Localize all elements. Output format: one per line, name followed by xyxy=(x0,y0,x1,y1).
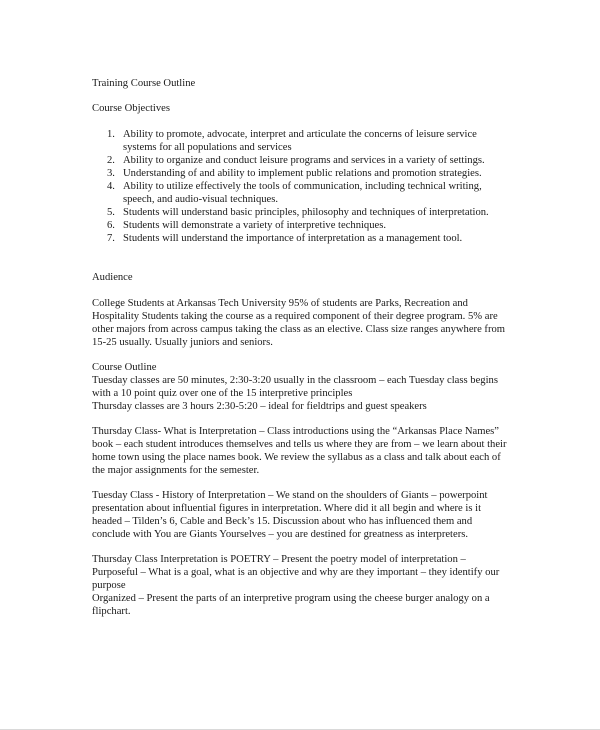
objectives-list xyxy=(92,128,512,245)
objective-item xyxy=(92,232,512,245)
objective-number: 4. xyxy=(107,181,115,192)
course-outline-heading: Course Outline xyxy=(92,362,157,373)
objective-item xyxy=(92,128,512,154)
objective-text: Understanding of and ability to implement public relations and promotion strategies. xyxy=(123,168,482,179)
objective-number: 1. xyxy=(107,129,115,140)
class-block xyxy=(92,489,512,541)
class-paragraph: Thursday Class- What is Interpretation – Class introductions using the “Arkansas Place Names” book – each student introduces themselves and tells us where they are from – we learn about their home town using the place names book. We review the syllabus as a class and talk about each of the major assignments for the semester. xyxy=(92,426,507,476)
outline-line: Thursday classes are 3 hours 2:30-5:20 – ideal for fieldtrips and guest speakers xyxy=(92,401,427,412)
document-title: Training Course Outline xyxy=(92,78,196,89)
outline-line: Tuesday classes are 50 minutes, 2:30-3:20 usually in the classroom – each Tuesday class begins with a 10 point quiz over one of the 15 interpretive principles xyxy=(92,375,498,399)
objective-text: Ability to promote, advocate, interpret and articulate the concerns of leisure service systems for all populations and services xyxy=(123,129,477,153)
objective-number: 3. xyxy=(107,168,115,179)
class-block xyxy=(92,553,512,618)
objective-item xyxy=(92,154,512,167)
class-block xyxy=(92,425,512,477)
document-body xyxy=(92,77,512,630)
objective-text: Students will demonstrate a variety of interpretive techniques. xyxy=(123,220,387,231)
audience-heading: Audience xyxy=(92,272,133,283)
class-paragraph: Organized – Present the parts of an interpretive program using the cheese burger analogy on a flipchart. xyxy=(92,593,490,617)
class-paragraph: Tuesday Class - History of Interpretation – We stand on the shoulders of Giants – powerpoint presentation about influential figures in interpretation. Where did it all begin and where is it headed – Tilden’s 6, Cable and Beck’s 15. Discussion about who has influenced them and conclude with You are Giants Yourselves – you are destined for greatness as interpreters. xyxy=(92,490,488,540)
objective-text: Ability to utilize effectively the tools of communication, including technical writing, speech, and audio-visual techniques. xyxy=(123,181,482,205)
objective-number: 6. xyxy=(107,220,115,231)
objective-number: 7. xyxy=(107,233,115,244)
class-paragraph: Thursday Class Interpretation is POETRY – Present the poetry model of interpretation – Purposeful – What is a goal, what is an objective and why are they important – they identify our purpose xyxy=(92,554,500,591)
objective-item xyxy=(92,180,512,206)
objective-text: Students will understand basic principles, philosophy and techniques of interpretation. xyxy=(123,207,489,218)
objective-item xyxy=(92,206,512,219)
objective-item xyxy=(92,219,512,232)
audience-paragraph: College Students at Arkansas Tech University 95% of students are Parks, Recreation and Hospitality Students taking the course as a required component of their degree program. 5% are other majors from across campus taking the class as an elective. Class size ranges anywhere from 15-25 usually. Usually juniors and seniors. xyxy=(92,298,506,348)
objective-text: Ability to organize and conduct leisure programs and services in a variety of settings. xyxy=(123,155,485,166)
objective-number: 2. xyxy=(107,155,115,166)
objective-text: Students will understand the importance of interpretation as a management tool. xyxy=(123,233,463,244)
objectives-heading: Course Objectives xyxy=(92,103,170,114)
objective-item xyxy=(92,167,512,180)
objective-number: 5. xyxy=(107,207,115,218)
course-outline-section xyxy=(92,361,512,413)
